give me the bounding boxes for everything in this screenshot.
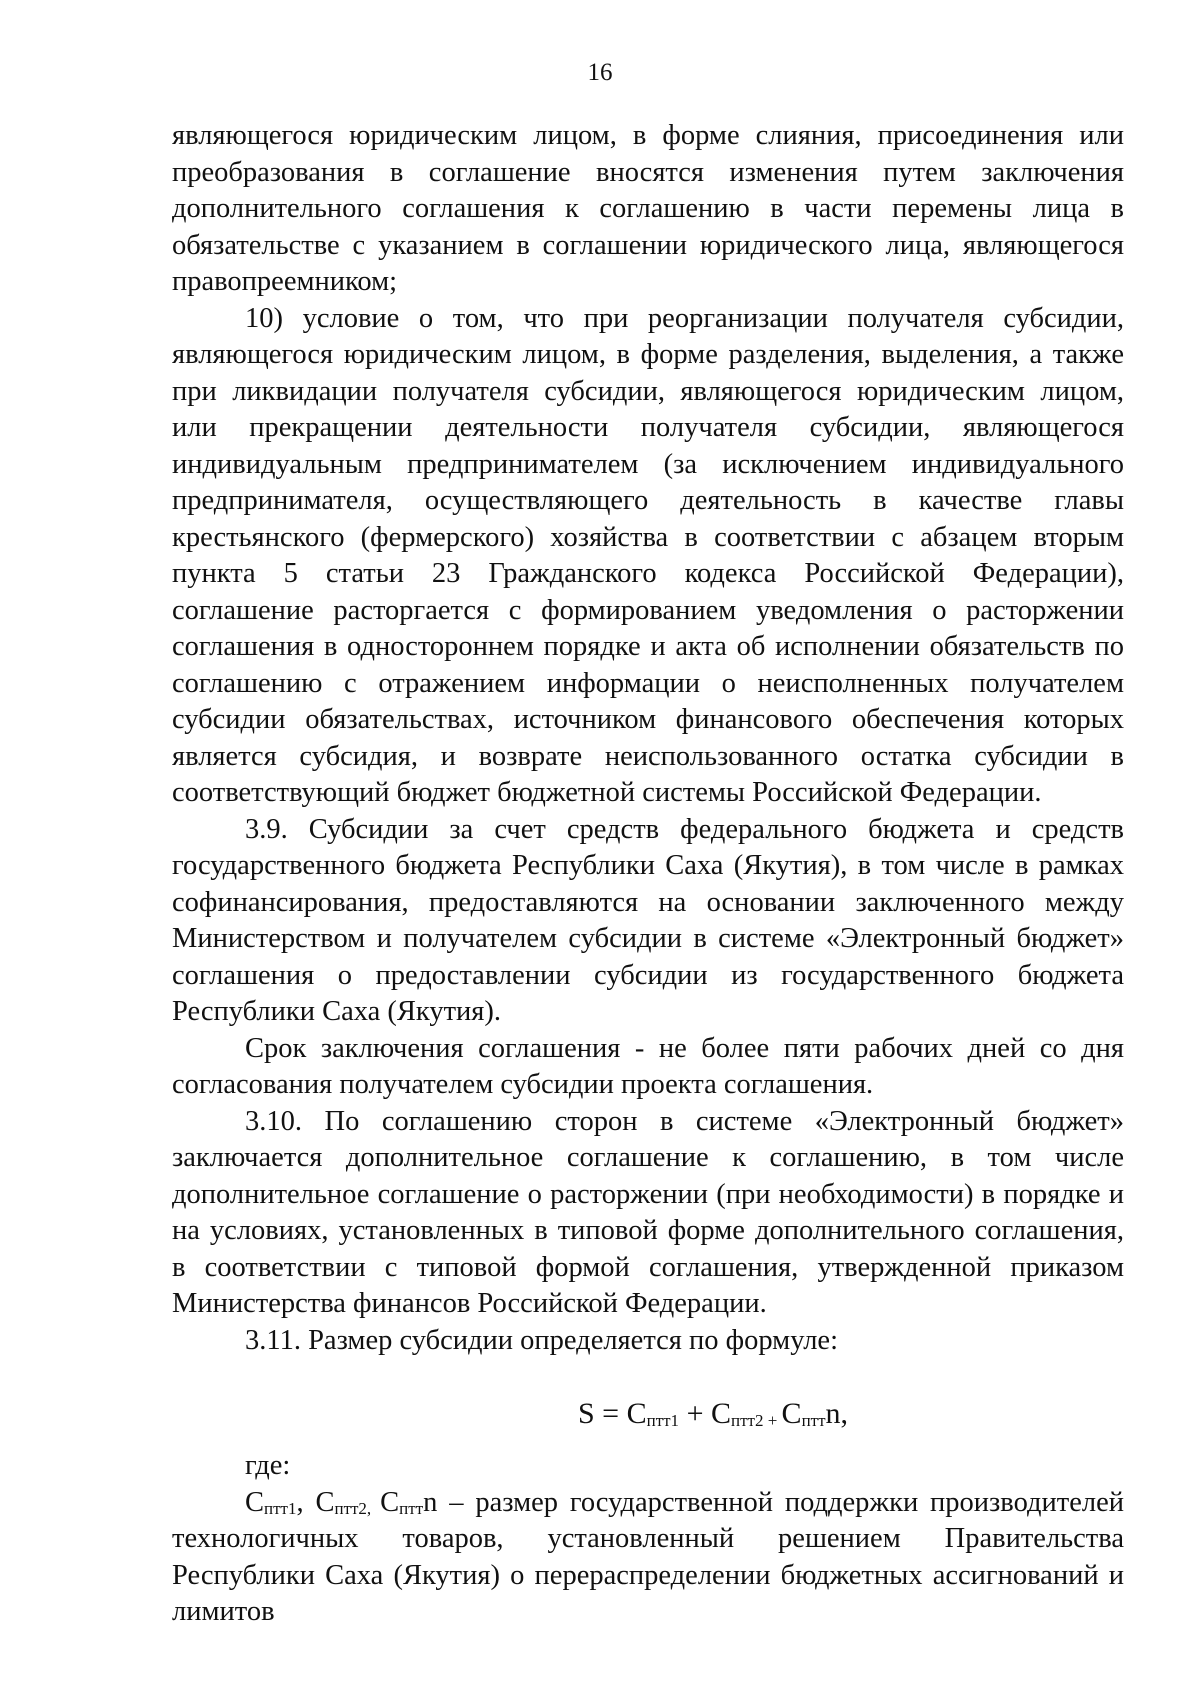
definition-c3: C [380,1486,400,1518]
formula-plus-1: + C [679,1397,731,1430]
formula-lhs: S = C [577,1397,647,1430]
definition-paragraph [172,1485,1124,1631]
paragraph-3-10: 3.10. По соглашению сторон в системе «Электронный бюджет» заключается дополнительное соглашение к соглашению, в том числе дополнительное соглашение о расторжении (при необходимости) в порядке и на условиях, установленных в типовой форме дополнительного соглашения, в соответствии с типовой формой соглашения, утвержденной приказом Министерства финансов Российской Федерации. [172,1105,1124,1319]
paragraph-item-10: 10) условие о том, что при реорганизации получателя субсидии, являющегося юридическим лицом, в форме разделения, выделения, а также при ликвидации получателя субсидии, являющегося юридическим лицом, или прекращении деятельности получателя субсидии, являющегося индивидуальным предпринимателем (за исключением индивидуального предпринимателя, осуществляющего деятельность в качестве главы крестьянского (фермерского) хозяйства в соответствии с абзацем вторым пункта 5 статьи 23 Гражданского кодекса Российской Федерации), соглашение расторгается с формированием уведомления о расторжении соглашения в одностороннем порядке и акта об исполнении обязательств по соглашению с отражением информации о неисполненных получателем субсидии обязательствах, источником финансового обеспечения которых является субсидия, и возврате неиспользованного остатка субсидии в соответствующий бюджет бюджетной системы Российской Федерации. [172,302,1124,808]
definition-sub-3: птт [399,1498,424,1518]
formula-sub-1: птт1 [646,1411,680,1430]
paragraph-3-9: 3.9. Субсидии за счет средств федерального бюджета и средств государственного бюджета Республики Саха (Якутия), в том числе в рамках софинансирования, предоставляются на основании заключенного между Министерством и получателем субсидии в системе «Электронный бюджет» соглашения о предоставлении субсидии из государственного бюджета Республики Саха (Якутия). [172,813,1124,1027]
formula-sub-2: птт2 + [731,1411,782,1430]
definition-c1: C [245,1486,265,1518]
subsidy-formula [172,1394,1124,1434]
document-body [172,118,1124,1631]
definition-sub-1: птт1 [264,1498,297,1518]
paragraph-3-11: 3.11. Размер субсидии определяется по формуле: [245,1324,838,1356]
formula-sub-3: птт [801,1411,826,1430]
formula-tail: n, [825,1397,849,1430]
formula-c3: C [781,1397,802,1430]
page-number: 16 [587,59,613,86]
definition-sub-2: птт2, [334,1498,381,1518]
definition-text: n – размер государственной поддержки производителей технологичных товаров, установленный решением Правительства Республики Саха (Якутия) о перераспределении бюджетных ассигнований и лимитов [172,1486,1124,1627]
paragraph-agreement-term: Срок заключения соглашения - не более пяти рабочих дней со дня согласования получателем субсидии проекта соглашения. [172,1032,1124,1100]
definition-sep-1: , C [296,1486,335,1518]
where-label: где: [245,1450,291,1481]
paragraph-continuation: являющегося юридическим лицом, в форме слияния, присоединения или преобразования в соглашение вносятся изменения путем заключения дополнительного соглашения к соглашению в части перемены лица в обязательстве с указанием в соглашении юридического лица, являющегося правопреемником; [172,120,1124,297]
